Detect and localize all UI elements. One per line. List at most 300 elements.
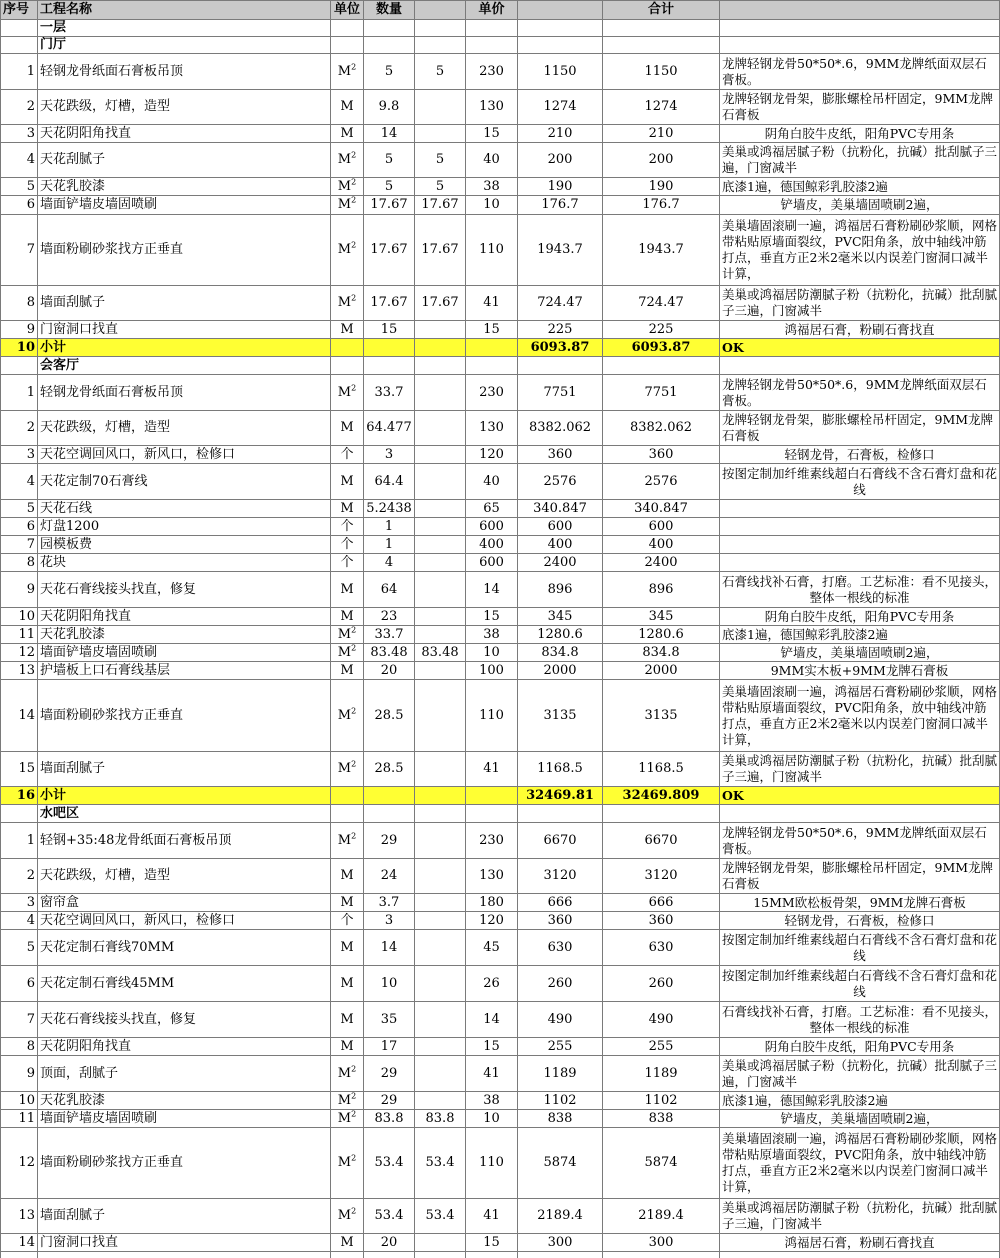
cell-sub[interactable]: 8382.062 bbox=[518, 411, 603, 446]
cell-total[interactable]: 630 bbox=[603, 930, 720, 966]
header-qty[interactable]: 数量 bbox=[364, 1, 415, 20]
cell-price[interactable] bbox=[466, 339, 518, 357]
cell-qty2[interactable] bbox=[415, 536, 466, 554]
cell-sub[interactable]: 1102 bbox=[518, 1092, 603, 1110]
cell-name[interactable]: 天花定制70石膏线 bbox=[38, 464, 331, 500]
cell-price[interactable] bbox=[466, 357, 518, 375]
cell-note[interactable]: 美巢或鸿福居防潮腻子粉（抗粉化，抗碱）批刮腻子三遍，门窗减半 bbox=[720, 752, 1000, 787]
cell-note[interactable] bbox=[720, 805, 1000, 823]
cell-qty2[interactable] bbox=[415, 752, 466, 787]
cell-sub[interactable]: 2400 bbox=[518, 554, 603, 572]
cell-qty2[interactable] bbox=[415, 787, 466, 805]
cell-unit[interactable] bbox=[331, 1092, 364, 1110]
cell-qty2[interactable]: 17.67 bbox=[415, 196, 466, 215]
cell-sub[interactable]: 3135 bbox=[518, 680, 603, 752]
cell-unit[interactable] bbox=[331, 518, 364, 536]
header-no[interactable]: 序号 bbox=[1, 1, 38, 20]
cell-sub[interactable]: 260 bbox=[518, 966, 603, 1002]
cell-sub[interactable]: 1168.5 bbox=[518, 752, 603, 787]
cell-qty[interactable] bbox=[364, 37, 415, 54]
cell-total[interactable]: 896 bbox=[603, 572, 720, 608]
cell-qty[interactable]: 20 bbox=[364, 1234, 415, 1252]
cell-qty2[interactable]: 5 bbox=[415, 143, 466, 178]
cell-unit[interactable] bbox=[331, 286, 364, 321]
cell-unit[interactable] bbox=[331, 411, 364, 446]
cell-note[interactable]: 美巢或鸿福居防潮腻子粉（抗粉化，抗碱）批刮腻子三遍，门窗减半 bbox=[720, 1199, 1000, 1234]
cell-sub[interactable]: 176.7 bbox=[518, 196, 603, 215]
cell-name[interactable]: 轻钢龙骨纸面石膏板吊顶 bbox=[38, 375, 331, 411]
cell-name[interactable]: 墙面刮腻子 bbox=[38, 286, 331, 321]
cell-total[interactable]: 834.8 bbox=[603, 644, 720, 662]
cell-total[interactable]: 340.847 bbox=[603, 500, 720, 518]
cell-total[interactable]: 5874 bbox=[603, 1128, 720, 1199]
cell-price[interactable]: 41 bbox=[466, 1056, 518, 1092]
cell-price[interactable]: 600 bbox=[466, 518, 518, 536]
cell-note[interactable]: 龙牌轻钢龙骨50*50*.6，9MM龙牌纸面双层石膏板。 bbox=[720, 54, 1000, 90]
cell-name[interactable]: 天花空调回风口，新风口，检修口 bbox=[38, 446, 331, 464]
cell-qty[interactable]: 53.4 bbox=[364, 1128, 415, 1199]
cell-price[interactable]: 41 bbox=[466, 286, 518, 321]
cell-no[interactable]: 11 bbox=[1, 1110, 38, 1128]
cell-total[interactable]: 490 bbox=[603, 1002, 720, 1038]
cell-sub[interactable]: 400 bbox=[518, 536, 603, 554]
cell-name[interactable]: 墙面粉刷砂浆找方正垂直 bbox=[38, 1128, 331, 1199]
cell-sub[interactable]: 1150 bbox=[518, 54, 603, 90]
cell-qty[interactable]: 14 bbox=[364, 930, 415, 966]
cell-price[interactable]: 400 bbox=[466, 536, 518, 554]
cell-total[interactable]: 2000 bbox=[603, 662, 720, 680]
cell-qty2[interactable] bbox=[415, 608, 466, 626]
cell-note[interactable]: 龙牌轻钢龙骨50*50*.6，9MM龙牌纸面双层石膏板。 bbox=[720, 375, 1000, 411]
cell-price[interactable]: 110 bbox=[466, 1128, 518, 1199]
cell-unit[interactable] bbox=[331, 1110, 364, 1128]
cell-unit[interactable] bbox=[331, 20, 364, 37]
cell-unit[interactable] bbox=[331, 680, 364, 752]
cell-name[interactable]: 天花阴阳角找直 bbox=[38, 125, 331, 143]
cell-qty[interactable] bbox=[364, 339, 415, 357]
cell-sub[interactable] bbox=[518, 37, 603, 54]
cell-name[interactable]: 灯盘1200 bbox=[38, 518, 331, 536]
cell-qty[interactable]: 5 bbox=[364, 143, 415, 178]
cell-price[interactable]: 230 bbox=[466, 375, 518, 411]
cell-unit[interactable] bbox=[331, 500, 364, 518]
cell-unit[interactable] bbox=[331, 375, 364, 411]
cell-note[interactable] bbox=[720, 357, 1000, 375]
cell-qty[interactable]: 23 bbox=[364, 608, 415, 626]
cell-unit[interactable] bbox=[331, 930, 364, 966]
cell-sub[interactable]: 255 bbox=[518, 1038, 603, 1056]
header-note[interactable] bbox=[720, 1, 1000, 20]
cell-qty[interactable]: 1 bbox=[364, 536, 415, 554]
cell-note[interactable]: 阴角白胶牛皮纸，阳角PVC专用条 bbox=[720, 608, 1000, 626]
cell-unit[interactable] bbox=[331, 626, 364, 644]
header-name[interactable]: 工程名称 bbox=[38, 1, 331, 20]
cell-qty[interactable]: 24 bbox=[364, 859, 415, 894]
cell-unit[interactable] bbox=[331, 554, 364, 572]
cell-name[interactable]: 天花阴阳角找直 bbox=[38, 1038, 331, 1056]
cell-sub[interactable]: 340.847 bbox=[518, 500, 603, 518]
cell-price[interactable]: 10 bbox=[466, 196, 518, 215]
cell-sub[interactable] bbox=[518, 805, 603, 823]
cell-total[interactable]: 2189.4 bbox=[603, 1199, 720, 1234]
cell-qty[interactable]: 33.7 bbox=[364, 375, 415, 411]
cell-name[interactable]: 天花跌级，灯槽，造型 bbox=[38, 411, 331, 446]
cell-sub[interactable]: 32469.81 bbox=[518, 787, 603, 805]
cell-sub[interactable]: 600 bbox=[518, 518, 603, 536]
cell-no[interactable]: 2 bbox=[1, 90, 38, 125]
cell-sub[interactable]: 6093.87 bbox=[518, 339, 603, 357]
cell-total[interactable]: 190 bbox=[603, 178, 720, 196]
cell-no[interactable] bbox=[1, 357, 38, 375]
cell-sub[interactable]: 630 bbox=[518, 930, 603, 966]
cell-name[interactable]: 顶面，刮腻子 bbox=[38, 1056, 331, 1092]
cell-qty2[interactable] bbox=[415, 1056, 466, 1092]
cell-note[interactable]: OK bbox=[720, 787, 1000, 805]
cell-qty2[interactable]: 5 bbox=[415, 54, 466, 90]
cell-no[interactable]: 15 bbox=[1, 752, 38, 787]
cell-no[interactable]: 2 bbox=[1, 859, 38, 894]
cell-price[interactable]: 100 bbox=[466, 662, 518, 680]
cell-unit[interactable] bbox=[331, 321, 364, 339]
cell-note[interactable]: 按图定制加纤维素线超白石膏线不含石膏灯盘和花线 bbox=[720, 930, 1000, 966]
cell-unit[interactable] bbox=[331, 178, 364, 196]
cell-sub[interactable]: 1280.6 bbox=[518, 626, 603, 644]
cell-sub[interactable] bbox=[518, 20, 603, 37]
cell-name[interactable]: 窗帘盒 bbox=[38, 894, 331, 912]
cell-no[interactable]: 4 bbox=[1, 464, 38, 500]
cell-qty[interactable]: 28.5 bbox=[364, 680, 415, 752]
cell-total[interactable]: 255 bbox=[603, 1038, 720, 1056]
cell-qty2[interactable] bbox=[415, 20, 466, 37]
cell-sub[interactable]: 896 bbox=[518, 572, 603, 608]
cell-qty[interactable]: 10 bbox=[364, 966, 415, 1002]
cell-qty[interactable]: 28.5 bbox=[364, 752, 415, 787]
cell-no[interactable]: 1 bbox=[1, 54, 38, 90]
cell-total[interactable]: 3135 bbox=[603, 680, 720, 752]
cell-qty2[interactable] bbox=[415, 894, 466, 912]
cell-unit[interactable] bbox=[331, 572, 364, 608]
cell-price[interactable]: 120 bbox=[466, 912, 518, 930]
cell-qty[interactable]: 3 bbox=[364, 446, 415, 464]
cell-qty2[interactable] bbox=[415, 125, 466, 143]
cell-price[interactable]: 15 bbox=[466, 1234, 518, 1252]
cell-price[interactable] bbox=[466, 787, 518, 805]
cell-sub[interactable]: 7751 bbox=[518, 375, 603, 411]
cell-qty[interactable]: 15 bbox=[364, 321, 415, 339]
cell-qty[interactable]: 17.67 bbox=[364, 196, 415, 215]
cell-name[interactable]: 墙面铲墙皮墙固喷刷 bbox=[38, 196, 331, 215]
cell-no[interactable]: 9 bbox=[1, 1056, 38, 1092]
cell-note[interactable]: 轻钢龙骨，石膏板，检修口 bbox=[720, 912, 1000, 930]
cell-qty2[interactable] bbox=[415, 626, 466, 644]
cell-no[interactable]: 3 bbox=[1, 446, 38, 464]
cell-qty2[interactable] bbox=[415, 930, 466, 966]
cell-total[interactable] bbox=[603, 37, 720, 54]
cell-qty[interactable]: 53.4 bbox=[364, 1199, 415, 1234]
cell-qty[interactable] bbox=[364, 787, 415, 805]
cell-name[interactable]: 天花刮腻子 bbox=[38, 143, 331, 178]
cell-no[interactable]: 5 bbox=[1, 500, 38, 518]
cell-total[interactable]: 2400 bbox=[603, 554, 720, 572]
cell-note[interactable]: 阴角白胶牛皮纸，阳角PVC专用条 bbox=[720, 125, 1000, 143]
cell-price[interactable] bbox=[466, 20, 518, 37]
cell-price[interactable]: 600 bbox=[466, 554, 518, 572]
cell-name[interactable]: 天花石膏线接头找直，修复 bbox=[38, 572, 331, 608]
cell-unit[interactable] bbox=[331, 787, 364, 805]
cell-unit[interactable] bbox=[331, 894, 364, 912]
cell-qty[interactable]: 33.7 bbox=[364, 626, 415, 644]
cell-name[interactable]: 墙面刮腻子 bbox=[38, 1199, 331, 1234]
header-price[interactable]: 单价 bbox=[466, 1, 518, 20]
cell-no[interactable]: 7 bbox=[1, 215, 38, 286]
cell-price[interactable]: 40 bbox=[466, 464, 518, 500]
cell-qty2[interactable] bbox=[415, 1092, 466, 1110]
cell-qty[interactable]: 29 bbox=[364, 1092, 415, 1110]
cell-total[interactable]: 838 bbox=[603, 1110, 720, 1128]
cell-total[interactable]: 225 bbox=[603, 321, 720, 339]
cell-unit[interactable] bbox=[331, 1234, 364, 1252]
cell-total[interactable]: 400 bbox=[603, 536, 720, 554]
cell-unit[interactable] bbox=[331, 805, 364, 823]
cell-qty2[interactable] bbox=[415, 572, 466, 608]
cell-name[interactable]: 天花跌级，灯槽，造型 bbox=[38, 859, 331, 894]
cell-sub[interactable]: 666 bbox=[518, 894, 603, 912]
cell-sub[interactable]: 1274 bbox=[518, 90, 603, 125]
cell-price[interactable]: 230 bbox=[466, 54, 518, 90]
cell-price[interactable] bbox=[466, 805, 518, 823]
cell-name[interactable]: 天花跌级，灯槽，造型 bbox=[38, 90, 331, 125]
cell-total[interactable]: 600 bbox=[603, 518, 720, 536]
cell-qty2[interactable] bbox=[415, 805, 466, 823]
cell-unit[interactable] bbox=[331, 536, 364, 554]
cell-unit[interactable] bbox=[331, 464, 364, 500]
cell-no[interactable]: 10 bbox=[1, 339, 38, 357]
cell-price[interactable]: 180 bbox=[466, 894, 518, 912]
cell-name[interactable]: 门窗洞口找直 bbox=[38, 321, 331, 339]
cell-qty2[interactable] bbox=[415, 912, 466, 930]
cell-total[interactable]: 7751 bbox=[603, 375, 720, 411]
cell-note[interactable] bbox=[720, 37, 1000, 54]
cell-sub[interactable]: 5874 bbox=[518, 1128, 603, 1199]
cell-no[interactable]: 8 bbox=[1, 286, 38, 321]
cell-qty[interactable]: 17 bbox=[364, 1038, 415, 1056]
cell-total[interactable] bbox=[603, 357, 720, 375]
cell-note[interactable]: 底漆1遍，德国鲸彩乳胶漆2遍 bbox=[720, 1092, 1000, 1110]
cell-no[interactable]: 12 bbox=[1, 644, 38, 662]
cell-sub[interactable]: 200 bbox=[518, 143, 603, 178]
cell-note[interactable]: 轻钢龙骨，石膏板，检修口 bbox=[720, 446, 1000, 464]
cell-sub[interactable]: 190 bbox=[518, 178, 603, 196]
cell-sub[interactable]: 1943.7 bbox=[518, 215, 603, 286]
cell-total[interactable]: 360 bbox=[603, 446, 720, 464]
cell-qty2[interactable]: 53.4 bbox=[415, 1199, 466, 1234]
cell-no[interactable]: 7 bbox=[1, 1002, 38, 1038]
cell-qty2[interactable] bbox=[415, 37, 466, 54]
cell-total[interactable]: 724.47 bbox=[603, 286, 720, 321]
cell-qty2[interactable]: 83.48 bbox=[415, 644, 466, 662]
cell-note[interactable] bbox=[720, 500, 1000, 518]
cell-no[interactable]: 3 bbox=[1, 125, 38, 143]
cell-no[interactable]: 6 bbox=[1, 518, 38, 536]
cell-no[interactable]: 1 bbox=[1, 823, 38, 859]
cell-total[interactable]: 300 bbox=[603, 1234, 720, 1252]
cell-qty2[interactable] bbox=[415, 411, 466, 446]
cell-no[interactable]: 12 bbox=[1, 1128, 38, 1199]
cell-no[interactable]: 11 bbox=[1, 626, 38, 644]
cell-qty2[interactable]: 83.8 bbox=[415, 1110, 466, 1128]
cell-qty2[interactable] bbox=[415, 90, 466, 125]
cell-no[interactable]: 4 bbox=[1, 143, 38, 178]
cell-total[interactable]: 1274 bbox=[603, 90, 720, 125]
cell-no[interactable] bbox=[1, 805, 38, 823]
cell-total[interactable]: 6670 bbox=[603, 823, 720, 859]
cell-no[interactable]: 8 bbox=[1, 554, 38, 572]
cell-name[interactable]: 墙面刮腻子 bbox=[38, 752, 331, 787]
cell-name[interactable]: 墙面粉刷砂浆找方正垂直 bbox=[38, 215, 331, 286]
cell-sub[interactable]: 838 bbox=[518, 1110, 603, 1128]
cell-note[interactable]: 龙牌轻钢龙骨架，膨胀螺栓吊杆固定，9MM龙牌石膏板 bbox=[720, 90, 1000, 125]
cell-no[interactable]: 4 bbox=[1, 912, 38, 930]
cell-name[interactable]: 小计 bbox=[38, 787, 331, 805]
cell-sub[interactable]: 724.47 bbox=[518, 286, 603, 321]
cell-name[interactable]: 天花阴阳角找直 bbox=[38, 608, 331, 626]
cell-no[interactable]: 7 bbox=[1, 536, 38, 554]
cell-note[interactable]: 龙牌轻钢龙骨架，膨胀螺栓吊杆固定，9MM龙牌石膏板 bbox=[720, 859, 1000, 894]
cell-total[interactable]: 1943.7 bbox=[603, 215, 720, 286]
cell-qty[interactable] bbox=[364, 805, 415, 823]
cell-unit[interactable] bbox=[331, 1002, 364, 1038]
cell-price[interactable]: 15 bbox=[466, 608, 518, 626]
cell-price[interactable]: 130 bbox=[466, 90, 518, 125]
cell-qty2[interactable] bbox=[415, 500, 466, 518]
cell-note[interactable]: 15MM欧松板骨架，9MM龙牌石膏板 bbox=[720, 894, 1000, 912]
cell-total[interactable]: 6093.87 bbox=[603, 339, 720, 357]
cell-name[interactable]: 水吧区 bbox=[38, 805, 331, 823]
cell-qty2[interactable] bbox=[415, 1234, 466, 1252]
cell-no[interactable]: 10 bbox=[1, 1092, 38, 1110]
cell-unit[interactable] bbox=[331, 1038, 364, 1056]
cell-price[interactable]: 230 bbox=[466, 823, 518, 859]
cell-sub[interactable]: 360 bbox=[518, 912, 603, 930]
cell-price[interactable]: 14 bbox=[466, 1002, 518, 1038]
cell-qty2[interactable] bbox=[415, 446, 466, 464]
cell-total[interactable]: 260 bbox=[603, 966, 720, 1002]
cell-qty[interactable]: 3.7 bbox=[364, 894, 415, 912]
cell-no[interactable]: 9 bbox=[1, 321, 38, 339]
cell-note[interactable]: 美巢墙固滚刷一遍，鸿福居石膏粉刷砂浆顺，网格带粘贴原墙面裂纹，PVC阳角条，放中轴线冲筋打点，垂直方正2米2毫米以内误差门窗洞口减半计算， bbox=[720, 215, 1000, 286]
cell-unit[interactable] bbox=[331, 37, 364, 54]
cell-price[interactable] bbox=[466, 37, 518, 54]
cell-qty[interactable]: 20 bbox=[364, 662, 415, 680]
cell-sub[interactable]: 225 bbox=[518, 321, 603, 339]
cell-total[interactable]: 345 bbox=[603, 608, 720, 626]
cell-qty2[interactable] bbox=[415, 966, 466, 1002]
cell-price[interactable]: 110 bbox=[466, 680, 518, 752]
cell-name[interactable]: 轻钢龙骨纸面石膏板吊顶 bbox=[38, 54, 331, 90]
cell-note[interactable]: 按图定制加纤维素线超白石膏线不含石膏灯盘和花线 bbox=[720, 464, 1000, 500]
cell-no[interactable]: 6 bbox=[1, 196, 38, 215]
cell-sub[interactable]: 2576 bbox=[518, 464, 603, 500]
cell-price[interactable]: 10 bbox=[466, 1110, 518, 1128]
cell-qty2[interactable] bbox=[415, 823, 466, 859]
cell-qty[interactable]: 5.2438 bbox=[364, 500, 415, 518]
cell-qty[interactable]: 9.8 bbox=[364, 90, 415, 125]
cell-qty2[interactable]: 5 bbox=[415, 178, 466, 196]
cell-name[interactable]: 天花定制石膏线70MM bbox=[38, 930, 331, 966]
cell-no[interactable]: 14 bbox=[1, 1234, 38, 1252]
cell-qty[interactable]: 3 bbox=[364, 912, 415, 930]
cell-qty2[interactable] bbox=[415, 518, 466, 536]
cell-note[interactable]: OK bbox=[720, 339, 1000, 357]
cell-unit[interactable] bbox=[331, 143, 364, 178]
cell-total[interactable]: 176.7 bbox=[603, 196, 720, 215]
cell-qty2[interactable]: 53.4 bbox=[415, 1128, 466, 1199]
cell-qty[interactable]: 5 bbox=[364, 54, 415, 90]
cell-total[interactable]: 666 bbox=[603, 894, 720, 912]
cell-total[interactable]: 1280.6 bbox=[603, 626, 720, 644]
cell-sub[interactable]: 1189 bbox=[518, 1056, 603, 1092]
cell-unit[interactable] bbox=[331, 1056, 364, 1092]
cell-unit[interactable] bbox=[331, 446, 364, 464]
cell-qty2[interactable] bbox=[415, 321, 466, 339]
cell-name[interactable]: 天花石线 bbox=[38, 500, 331, 518]
cell-price[interactable]: 41 bbox=[466, 1199, 518, 1234]
cell-name[interactable]: 墙面铲墙皮墙固喷刷 bbox=[38, 1110, 331, 1128]
cell-qty[interactable]: 35 bbox=[364, 1002, 415, 1038]
cell-name[interactable]: 天花定制石膏线45MM bbox=[38, 966, 331, 1002]
cell-no[interactable]: 5 bbox=[1, 178, 38, 196]
cell-name[interactable]: 轻钢+35:48龙骨纸面石膏板吊顶 bbox=[38, 823, 331, 859]
cell-sub[interactable]: 490 bbox=[518, 1002, 603, 1038]
cell-note[interactable] bbox=[720, 20, 1000, 37]
cell-qty[interactable]: 29 bbox=[364, 823, 415, 859]
cell-note[interactable]: 鸿福居石膏，粉刷石膏找直 bbox=[720, 321, 1000, 339]
cell-unit[interactable] bbox=[331, 966, 364, 1002]
cell-note[interactable]: 铲墙皮，美巢墙固喷刷2遍， bbox=[720, 644, 1000, 662]
cell-name[interactable]: 花块 bbox=[38, 554, 331, 572]
cell-name[interactable]: 天花空调回风口，新风口，检修口 bbox=[38, 912, 331, 930]
cell-unit[interactable] bbox=[331, 662, 364, 680]
cell-total[interactable]: 1150 bbox=[603, 54, 720, 90]
cell-note[interactable]: 美巢墙固滚刷一遍，鸿福居石膏粉刷砂浆顺，网格带粘贴原墙面裂纹，PVC阳角条，放中轴线冲筋打点，垂直方正2米2毫米以内误差门窗洞口减半计算， bbox=[720, 1128, 1000, 1199]
cell-no[interactable]: 2 bbox=[1, 411, 38, 446]
cell-name[interactable]: 门窗洞口找直 bbox=[38, 1234, 331, 1252]
cell-qty[interactable]: 17.67 bbox=[364, 286, 415, 321]
cell-qty[interactable] bbox=[364, 20, 415, 37]
cell-qty2[interactable] bbox=[415, 339, 466, 357]
cell-qty2[interactable] bbox=[415, 375, 466, 411]
cell-name[interactable]: 天花乳胶漆 bbox=[38, 1092, 331, 1110]
cell-unit[interactable] bbox=[331, 823, 364, 859]
cell-name[interactable]: 天花石膏线接头找直，修复 bbox=[38, 1002, 331, 1038]
cell-note[interactable]: 底漆1遍，德国鲸彩乳胶漆2遍 bbox=[720, 178, 1000, 196]
cell-total[interactable]: 2576 bbox=[603, 464, 720, 500]
cell-note[interactable]: 石膏线找补石膏，打磨。工艺标准：看不见接头，整体一根线的标准 bbox=[720, 572, 1000, 608]
cell-total[interactable]: 360 bbox=[603, 912, 720, 930]
cell-note[interactable]: 按图定制加纤维素线超白石膏线不含石膏灯盘和花线 bbox=[720, 966, 1000, 1002]
cell-price[interactable]: 38 bbox=[466, 178, 518, 196]
cell-qty2[interactable] bbox=[415, 859, 466, 894]
cell-name[interactable]: 园模板费 bbox=[38, 536, 331, 554]
cell-unit[interactable] bbox=[331, 1199, 364, 1234]
cell-qty2[interactable] bbox=[415, 662, 466, 680]
cell-price[interactable]: 65 bbox=[466, 500, 518, 518]
cell-qty2[interactable] bbox=[415, 554, 466, 572]
cell-price[interactable]: 15 bbox=[466, 125, 518, 143]
cell-qty[interactable]: 64.4 bbox=[364, 464, 415, 500]
cell-price[interactable]: 15 bbox=[466, 1038, 518, 1056]
cell-sub[interactable] bbox=[518, 357, 603, 375]
